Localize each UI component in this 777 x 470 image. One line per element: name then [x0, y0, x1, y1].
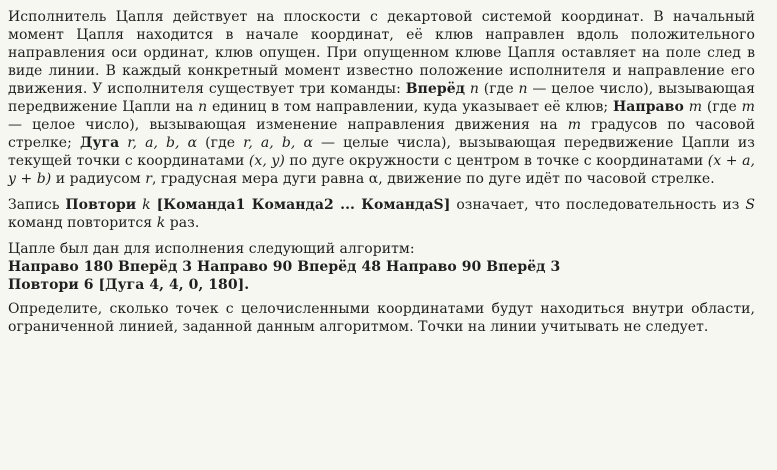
var-n: n	[518, 81, 528, 97]
command-right: Направо	[613, 99, 684, 115]
var-r: r	[145, 171, 152, 187]
text: Исполнитель Цапля действует на плоскости с декартовой системой координат. В начальный момент Цапля находится в начале координат, её клюв направлен вдоль положительного направления оси ординат, клюв опущен. При опущенном клюве Цапля оставляет на поле след в виде линии. В каждый конкретный момент известно положение исполнителя и направление его движения. У исполнителя существует три команды:	[8, 9, 755, 97]
text: — целые числа), вызывающая передвижение Цапли из текущей точки с координатами	[8, 135, 755, 169]
var-m: m	[741, 99, 755, 115]
text: — целое число), вызывающая изменение направления движения на	[8, 117, 568, 133]
var-k: k	[156, 215, 166, 231]
var-m: m	[688, 99, 703, 115]
text: , градусная мера дуги равна α, движение по дуге идёт по часовой стрелке.	[151, 171, 715, 187]
text: Запись	[8, 197, 66, 213]
repeat-commands: [Команда1 Команда2 ... КомандаS]	[156, 197, 451, 213]
paragraph-repeat	[8, 196, 755, 232]
text: (где	[702, 99, 742, 115]
text: раз.	[165, 215, 200, 231]
coord-center: (x + a, y + b)	[8, 153, 755, 187]
paragraph-intro: Цапле был дан для исполнения следующий алгоритм:	[8, 241, 415, 257]
bottom-fade	[0, 462, 777, 470]
algorithm-line-2: Повтори 6 [Дуга 4, 4, 0, 180].	[8, 277, 250, 293]
text: единиц в том направлении, куда указывает её клюв;	[207, 99, 614, 115]
var-m: m	[567, 117, 582, 133]
text: (где	[478, 81, 519, 97]
text: и радиусом	[51, 171, 146, 187]
text: означает, что последовательность из	[450, 197, 746, 213]
text: — целое число), вызывающая передвижение Цапли на	[8, 81, 755, 115]
var-n: n	[469, 81, 479, 97]
algorithm-block	[8, 258, 755, 294]
var-s: S	[745, 197, 755, 213]
command-arc: Дуга	[79, 135, 120, 151]
algorithm-line-1: Направо 180 Вперёд 3 Направо 90 Вперёд 48 Направо 90 Вперёд 3	[8, 259, 561, 275]
var-k: k	[142, 197, 151, 213]
command-repeat: Повтори	[65, 197, 137, 213]
arc-args: r, a, b, α	[127, 135, 198, 151]
paragraph-question: Определите, сколько точек с целочисленными координатами будут находиться внутри области, ограниченной линией, заданной данным алгоритмом. Точки на линии учитывать не следует.	[8, 301, 755, 335]
paragraph-description	[8, 8, 755, 188]
arc-args: r, a, b, α	[243, 135, 313, 151]
var-n: n	[198, 99, 208, 115]
coord-start: (x, y)	[248, 153, 285, 169]
text: (где	[197, 135, 244, 151]
text: по дуге окружности с центром в точке с координатами	[284, 153, 708, 169]
text: градусов по часовой стрелке;	[8, 117, 755, 151]
command-forward: Вперёд	[405, 81, 466, 97]
text: команд повторится	[8, 215, 157, 231]
